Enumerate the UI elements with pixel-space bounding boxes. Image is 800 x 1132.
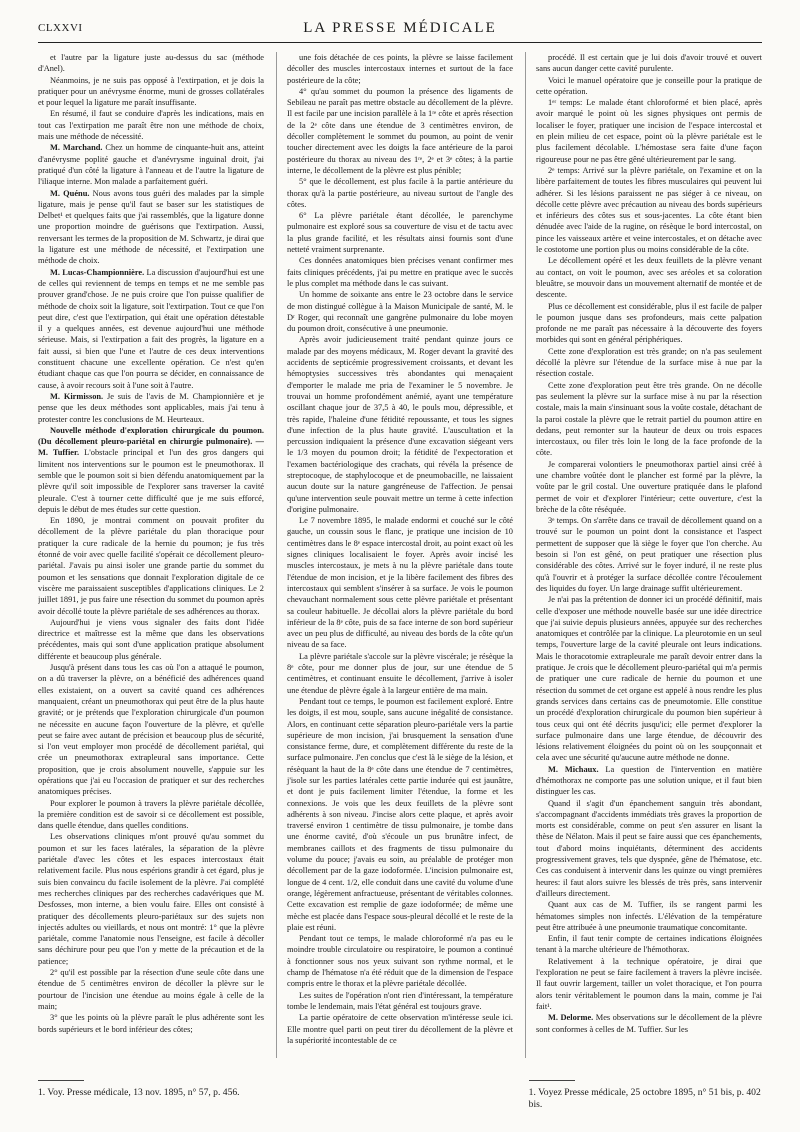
paragraph-text: Jusqu'à présent dans tous les cas où l'on a attaqué le poumon, on a dû traverser la plèvre, on a bénéficié des adhérences quand elles existaient, on a ouvert sa cavité quand ces adhérences manquaient, créant un pneumothorax qui peut être de la plus haute gravité; or je prétends que l'exploration chirurgicale d'un poumon ne nécessite en aucune façon l'ouverture de la plèvre, et qu'elle peut se faire avec autant de précision et beaucoup plus de sécurité, si l'on veut employer mon procédé de décollement pariétal, qui crée un pneumothorax extrapleural sans importance. Cette proposition, que je crois absolument nouvelle, s'appuie sur les opérations que j'ai eu l'occasion de pratiquer et sur des recherches anatomiques précises. [38,663,264,797]
paragraph [536,594,762,763]
paragraph [536,764,762,798]
paragraph-text: 1ᵉʳ temps: Le malade étant chloroformé et bien placé, après avoir marqué le point où les signes physiques ont permis de localiser le foyer, pratiquer une incision de l'espace intercostal et en plein milieu de cet espace, point où la plèvre pariétale est le plus facilement décolable. L'hémostase sera faite d'une façon rigoureuse pour ne pas être gêné ultérieurement par le sang. [536,98,762,164]
speaker-name: M. Marchand. [50,143,103,153]
paragraph-text: Nous avons tous guéri des malades par la simple ligature, mais je pense qu'il faut se baser sur les statistiques de Delbet¹ et quelques faits que j'ai rassemblés, que la ligature donne une proportion moindre de guérisons que l'extirpation. Aussi, renversant les termes de la proposition de M. Schwartz, je dirai que la ligature est une méthode de nécessité, et l'extirpation une méthode de choix. [38,188,264,266]
paragraph-text: 2° qu'il est possible par la résection d'une seule côte dans une étendue de 5 centimètres environ de décoller la plèvre sur le pourtour de l'incision une étendue au moins égale à celle de la main; [38,968,264,1011]
paragraph-text: Aujourd'hui je viens vous signaler des faits dont l'idée directrice et maîtresse est la même que dans les observations précédentes, mais qui sont d'une application pratique absolument différente et beaucoup plus générale. [38,617,264,661]
paragraph-text: En résumé, il faut se conduire d'après les indications, mais en tout cas l'extirpation me paraît être non une méthode de choix, mais une méthode de nécessité. [38,109,264,142]
paragraph [38,391,264,425]
paragraph-text: Ces données anatomiques bien précises venant confirmer mes faits cliniques précédents, j'ai pu mettre en pratique avec le succès le plus complet ma méthode dans le cas suivant. [287,256,513,288]
paragraph [38,515,264,617]
paragraph-text: procédé. Il est certain que je lui dois d'avoir trouvé et ouvert sans aucun danger cette cavité purulente. [536,53,762,74]
paragraph-text: Chez un homme de cinquante-huit ans, atteint d'anévrysme poplité gauche et d'anévrysme inguinal droit, j'ai pratiqué d'un côté la ligature à l'anneau et de l'autre la ligature de l'iliaque interne. Mon malade a parfaitement guéri. [38,143,264,187]
speaker-name: — M. Tuffier. [38,437,264,458]
paragraph-text: et l'autre par la ligature juste au-dessus du sac (méthode d'Anel). [38,53,264,74]
paragraph [287,933,513,989]
paragraph-text: Je comparerai volontiers le pneumothorax partiel ainsi créé à une chambre voûtée dont le plancher est formé par la plèvre, la voûte par le gril costal. Une ouverture pratiquée dans le plafond permet de voir et d'explorer l'intérieur; cette ouverture, c'est la brèche de la côte réséquée. [536,459,762,514]
paragraph-text: Cette zone d'exploration peut être très grande. On ne décolle pas seulement la plèvre sur la surface mise à nu par la résection costale, mais la main s'insinuant sous la voûte costale, détachant de la paroi costale la plèvre que le retrait partiel du poumon attire en dedans, peut remonter sur la hauteur de deux ou trois espaces intercostaux, ou filer très loin le long de la face profonde de la côte. [536,380,762,458]
paragraph-text: Un homme de soixante ans entre le 23 octobre dans le service de mon distingué collègue à la Maison Municipale de santé, M. le Dʳ Roger, qui reconnaît une gangrène pulmonaire du lobe moyen du poumon droit, consécutive à une pneumonie. [287,290,513,334]
paragraph [38,798,264,832]
paragraph [38,831,264,967]
paragraph-text: Mes observations sur le décollement de la plèvre sont conformes à celles de M. Tuffier. Sur les [536,1013,762,1034]
paragraph [38,75,264,109]
paragraph [536,165,762,255]
paragraph-text: La plèvre pariétale s'accole sur la plèvre viscérale; je résèque la 8ᵉ côte, pour me donner plus de jour, sur une étendue de 5 centimètres, et continuant ensuite le décollement, j'arrive à isoler une étendue de plèvre égale à la largeur entière de ma main. [287,651,513,695]
paragraph-text: La partie opératoire de cette observation m'intéresse seule ici. Elle montre quel parti on peut tirer du décollement de la plèvre et la supériorité incontestable de ce [287,1013,513,1045]
speaker-name: M. Lucas-Championnière. [50,267,145,277]
paragraph [287,1012,513,1046]
paragraph-text: Plus ce décollement est considérable, plus il est facile de palper le poumon jusque dans ses profondeurs, mais cette palpation profonde ne me paraît pas nécessaire à la découverte des foyers morbides qui sont en général périphériques. [536,301,762,345]
paragraph-text: 3ᵉ temps. On s'arrête dans ce travail de décollement quand on a trouvé sur le poumon un point dont la consistance et l'aspect permettent de supposer que là siège le foyer que l'on cherche. Au besoin si l'on est gêné, on peut pratiquer une résection plus considérable des côtes. Arrivé sur le foyer induré, il ne reste plus qu'à l'ouvrir et à protéger la surface décollée contre l'écoulement des liquides du foyer. Un large drainage suffit ultérieurement. [536,516,762,593]
paragraph [536,933,762,956]
paragraph [536,798,762,900]
paragraph-text: Je n'ai pas la prétention de donner ici un procédé définitif, mais celle d'exposer une méthode nouvelle basée sur une idée directrice que j'ai suivie depuis plusieurs années, appuyée sur des recherches anatomiques et contrôlée par la clinique. La pleurotomie en un seul temps, l'ouverture large de la cavité pleurale ont leurs indications. Mais le thoracotomie extrapleurale me paraît devoir entrer dans la pratique. Je crois que le décollement pleuro-pariétal qui m'a permis de pratiquer une cure radicale de hernie du poumon et une résection du sommet de cet organe est appelé à nous rendre les plus grands services dans certains cas de pneumotomie. Elle constitue un procédé d'exploration chirurgicale du poumon bien supérieur à tous ceux qui ont été décrits jusqu'ici; elle permet d'explorer la surface pulmonaire dans une large étendue, de découvrir des lésions relativement éloignées du point où on les soupçonnait et cela avec une sécurité qu'aucune autre méthode ne donne. [536,595,762,763]
speaker-name: M. Delorme. [548,1013,594,1023]
paragraph-text: Quant aux cas de M. Tuffier, ils se rangent parmi les hématomes simples non infectés. L'élévation de la température peut être attribuée à une pneumonie traumatique concomitante. [536,900,762,932]
paragraph-text: L'obstacle principal et l'un des gros dangers qui limitent nos interventions sur le poumon est le pneumothorax. Il semble que le poumon soit si bien défendu anatomiquement par la plèvre qu'il soit impossible de l'explorer sans traverser la cavité pleurale. C'est à tourner cette difficulté que je me suis efforcé, depuis le début de mes études sur cette question. [38,448,264,514]
paragraph [38,267,264,391]
text-columns [38,52,762,1058]
column-1 [38,52,264,1058]
paragraph [287,334,513,515]
paragraph-text: une fois détachée de ces points, la plèvre se laisse facilement décoller des muscles intercostaux internes et surtout de la face postérieure de la côte; [287,53,513,85]
paragraph [38,108,264,142]
paragraph-text: La discussion d'aujourd'hui est une de celles qui reviennent de temps en temps et ne me semble pas prouver grand'chose. Je ne puis croire que l'on puisse qualifier de méthode de choix soit la ligature, soit l'extirpation. Tout ce que l'on peut dire, c'est que l'extirpation, qui était une opération détestable il y a quelques années, est devenue aujourd'hui une méthode sérieuse. Mais, si l'extirpation a fait des progrès, la ligature en a fait aussi, si bien que l'une et l'autre de ces deux interventions constituent chacune une excellente opération. Ce n'est qu'en étudiant chaque cas que l'on pourra se décider, en connaissance de cause, à avoir recours soit à l'une soit à l'autre. [38,267,264,390]
paragraph [287,515,513,651]
paragraph-text: 3° que les points où la plèvre paraît le plus adhérente sont les bords supérieurs et le bord inférieur des côtes; [38,1013,264,1034]
paragraph [536,346,762,380]
paragraph [536,52,762,75]
paragraph-text: 4° qu'au sommet du poumon la présence des ligaments de Sebileau ne paraît pas mettre obstacle au décollement de la plèvre. Il est facile par une incision parallèle à la 1ʳᵉ côte et après résection de la 2ᵉ côte dans une étendue de 3 centimètres environ, de décoller complètement le sommet du poumon, au point de venir toucher directement avec les doigts la face antérieure de la paroi postérieure du thorax au niveau des 1ʳᵉ, 2ᵉ et 3ᵉ côtes; à la partie interne, le décollement de la plèvre est plus pénible; [287,86,513,175]
paragraph-text: 6° La plèvre pariétale étant décollée, le parenchyme pulmonaire est exploré sous sa couverture de visu et de tactu avec la plus grande facilité, et les résultats ainsi fournis sont d'une netteté vraiment surprenante. [287,211,513,255]
paragraph [38,662,264,798]
paragraph [38,1012,264,1035]
speaker-name: M. Michaux. [548,764,599,774]
paragraph [38,142,264,187]
paragraph [38,617,264,662]
paragraph [536,301,762,346]
footnote-column-2 [283,1072,516,1112]
paragraph [38,967,264,1012]
paragraph [287,289,513,334]
paragraph [536,380,762,459]
paragraph-text: Après avoir judicieusement traité pendant quinze jours ce malade par des moyens médicaux, M. Roger devant la gravité des accidents de septicémie progressivement croissants, et devant les hémoptysies successives très abondantes qui menaçaient d'emporter le malade me pria de l'examiner le 5 novembre. Je trouvai un homme profondément anémié, ayant une température oscillant chaque jour de 37,5 à 40, le pouls mou, dépressible, et très rapide, l'haleine d'une fétidité repoussante, et tous les signes d'une infection de la plus haute gravité. L'auscultation et la percussion indiquaient la présence d'une excavation siégeant vers le 1/3 moyen du poumon droit; la fétidité de l'expectoration et l'examen bactériologique des crachats, qui révéla la présence de streptocoque, de staphylocoque et de pneumobacille, ne laissaient aucun doute sur la nature gangréneuse de l'affection. Je pensai qu'une intervention seule pouvait mettre un terme à cette infection d'origine pulmonaire. [287,335,513,514]
paragraph-text: Pendant tout ce temps, le poumon est facilement exploré. Entre les doigts, il est mou, souple, sans aucune inégalité de consistance. Alors, en continuant cette séparation pleuro-pariétale vers la partie supérieure de mon incision, j'ai brusquement la sensation d'une consistance ferme, dure, et complètement différente du reste de la surface pulmonaire. J'en conclus que c'est là le siège de la lésion, et résèquant la haut de la 8ᵉ côte dans une étendue de 7 centimètres, j'isole sur les parties latérales cette partie indurée qui est jaunâtre, et dont je puis facilement limiter l'étendue, la forme et les connexions. Je vois que les deux feuillets de la plèvre sont adhérents à son niveau. J'incise alors cette plaque, et après avoir traversé environ 1 centimètre de tissu pulmonaire, je tombe dans une énorme cavité, d'où s'écoule un pus brunâtre infect, de membranes caillots et des fragments de tissu pulmonaire du volume du pouce; j'avais eu soin, au préalable de protéger mon décollement par de la gaze iodoformée. L'incision pulmonaire est, longue de 4 cent. 1/2, elle conduit dans une cavité du volume d'une orange, légèrement anfractueuse, présentant de véritables colonnes. Cette excavation est remplie de gaze iodoformée; de même une mèche est placée dans l'espace sous-pleural décollé et le reste de la plaie est réuni. [287,696,513,932]
paragraph [536,1012,762,1035]
paragraph [38,425,264,515]
footnote-column-3: 1. Voyez Presse médicale, 25 octobre 1895, n° 51 bis, p. 402 bis. [529,1072,762,1112]
paragraph-text: Le décollement opéré et les deux feuillets de la plèvre venant au contact, on voit le poumon, avec ses aréoles et sa coloration bleuâtre, se mouvoir dans un mouvement alternatif de montée et de descente. [536,256,762,300]
running-title: LA PRESSE MÉDICALE [303,20,497,36]
column-3 [525,52,762,1058]
paragraph [38,52,264,75]
speaker-name: M. Kirmisson. [50,391,104,401]
paragraph-text: En 1890, je montrai comment on pouvait profiter du décollement de la plèvre pariétale du plan thoracique pour pratiquer la cure radicale de la hernie du poumon; je fus très étonné de voir avec quelle facilité s'opérait ce décollement pleuro-pariétal. J'avais pu ainsi isoler une grande partie du sommet du poumon et les sensations que donnait l'exploration digitale de ce viscère me paraissaient susceptibles d'applications cliniques. Le 2 juillet 1891, je pus faire une résection du sommet du poumon après avoir décollé toute la plèvre pariétale de ses adhérences au thorax. [38,516,264,616]
paragraph [536,97,762,165]
paragraph [536,459,762,515]
paragraph-text: Néanmoins, je ne suis pas opposé à l'extirpation, et je dois la pratiquer pour un anévrysme énorme, muni de grosses collatérales et pour lequel la ligature me paraît insuffisante. [38,75,264,108]
paragraph-text: Quand il s'agit d'un épanchement sanguin très abondant, s'accompagnant d'accidents immédiats très graves la proportion de morts est considérable, comme on peut s'en assurer en lisant la thèse de Nélaton. Mais il peut se faire aussi que ces épanchements, tout d'abord moins inquiétants, déterminent des accidents progressivement graves, tels que dyspnée, gêne de l'hématose, etc. Ces cas conduisent à intervenir dans les quinze ou vingt premières heures: il faut alors suivre les blessés de très près, sans intervenir d'ailleurs directement. [536,798,762,898]
paragraph-text: Le 7 novembre 1895, le malade endormi et couché sur le côté gauche, un coussin sous le flanc, je pratique une incision de 10 centimètres dans le 8ᵉ espace intercostal droit, au point exact où les signes cliniques localisaient le foyer. Après avoir incisé les muscles intercostaux, je mets à nu la plèvre pariétale dans toute l'étendue de mon incision, et je la libère facilement des fibres des intercostaux qui semblent s'insérer à sa surface. Je vois le poumon chevauchant normalement sous cette plèvre pariétale et présentant sa couleur habituelle. Je décollai alors la plèvre pariétale du bord inférieur de la 8ᵉ côte, puis de sa face interne de son bord supérieur avec un peu plus de difficulté, au niveau des bords de la côte qu'un niveau de sa face. [287,516,513,650]
speaker-name: M. Quénu. [50,188,90,198]
paragraph [536,899,762,933]
paragraph [287,255,513,289]
paragraph [287,86,513,176]
paragraph [536,515,762,594]
paragraph [287,696,513,933]
column-2 [276,52,513,1058]
paragraph-text: Pour explorer le poumon à travers la plèvre pariétale décollée, la première condition est de savoir si ce décollement est possible, dans quelle étendue, dans quelles conditions. [38,798,264,831]
paragraph-text: Cette zone d'exploration est très grande; on n'a pas seulement décollé la plèvre sur l'étendue de la surface mise à nue par la résection costale. [536,346,762,379]
paragraph [536,956,762,1012]
paragraph [536,75,762,98]
page-number: CLXXVI [38,22,83,34]
paragraph [287,990,513,1013]
footnote-column-1: 1. Voy. Presse médicale, 13 nov. 1895, n° 57, p. 456. [38,1072,271,1112]
paragraph-text: Pendant tout ce temps, le malade chloroformé n'a pas eu le moindre trouble circulatoire ou respiratoire, le poumon a continué à fonctionner sous nos yeux suivant son rythme normal, et le champ de l'hématose n'a été réduit que de la dimension de l'espace compris entre le thorax et la plèvre pariétale décollée. [287,934,513,989]
paragraph [38,188,264,267]
paragraph [287,52,513,86]
page-header [38,18,762,43]
paragraph-text: 2ᵉ temps: Arrivé sur la plèvre pariétale, on l'examine et on la libère parfaitement de toutes les fibres musculaires qui peuvent lui adhérer. Si les lésions paraissent ne pas siéger à ce niveau, on décolle cette plèvre avec précaution au niveau des bords supérieurs et inférieurs des côtes sus et sous-jacentes. La côte étant bien dénudée avec l'aide de la rugine, on résèque le bord intercostal, on pince les vaisseaux artère et veine intercostales, et on détache avec le costotome une portion plus ou moins considérable de la côte. [536,165,762,255]
section-title: Nouvelle méthode d'exploration chirurgicale du poumon. (Du décollement pleuro-pariétal en chirurgie pulmonaire). [38,425,264,447]
paragraph [287,210,513,255]
paragraph-text: Je suis de l'avis de M. Championnière et je pense que les deux méthodes sont applicables, mais j'ai tenu à protester contre les conclusions de M. Heurteaux. [38,391,264,424]
paragraph [287,176,513,210]
paragraph-text: Relativement à la technique opératoire, je dirai que l'exploration ne peut se faire facilement à travers la plèvre incisée. Il faut ouvrir largement, tailler un volet thoracique, et l'on pourra alors tenir véritablement le poumon dans la main, comme je l'ai fait¹. [536,956,762,1011]
paragraph-text: Les suites de l'opération n'ont rien d'intéressant, la température tombe le lendemain, mais l'état général est toujours grave. [287,990,513,1011]
paragraph-text: Les observations cliniques m'ont prouvé qu'au sommet du poumon et sur les faces latérales, la séparation de la plèvre pariétale d'avec les côtes et les espaces intercostaux était relativement facile. Plus nous espérions grandir à cet égard, plus je suis bien convaincu du facile isolement de la plèvre. J'ai complété mes recherches cliniques par des recherches cadavériques que M. Desfosses, mon interne, a bien voulu faire. Elles ont consisté à pratiquer des décollements pleuro-pariétaux sur des sujets non injectés adultes ou vieillards, et nous ont montré: 1° que la plèvre pariétale, comme l'anatomie nous l'enseigne, est facile à décoller sans déchirure pour peu que l'on y mette de la précaution et de la patience; [38,832,264,966]
footnotes [38,1072,762,1112]
paragraph-text: Voici le manuel opératoire que je conseille pour la pratique de cette opération. [536,75,762,96]
paragraph [536,255,762,300]
paragraph-text: Enfin, il faut tenir compte de certaines indications éloignées tenant à la marche ultérieure de l'hémothorax. [536,934,762,955]
paragraph-text: La question de l'intervention en matière d'hémothorax ne comporte pas une solution unique, et il faut bien distinguer les cas. [536,764,762,797]
paragraph-text: 5° que le décollement, est plus facile à la partie antérieure du thorax qu'à la partie postérieure, au niveau surtout de l'angle des côtes. [287,177,513,209]
paragraph [287,651,513,696]
